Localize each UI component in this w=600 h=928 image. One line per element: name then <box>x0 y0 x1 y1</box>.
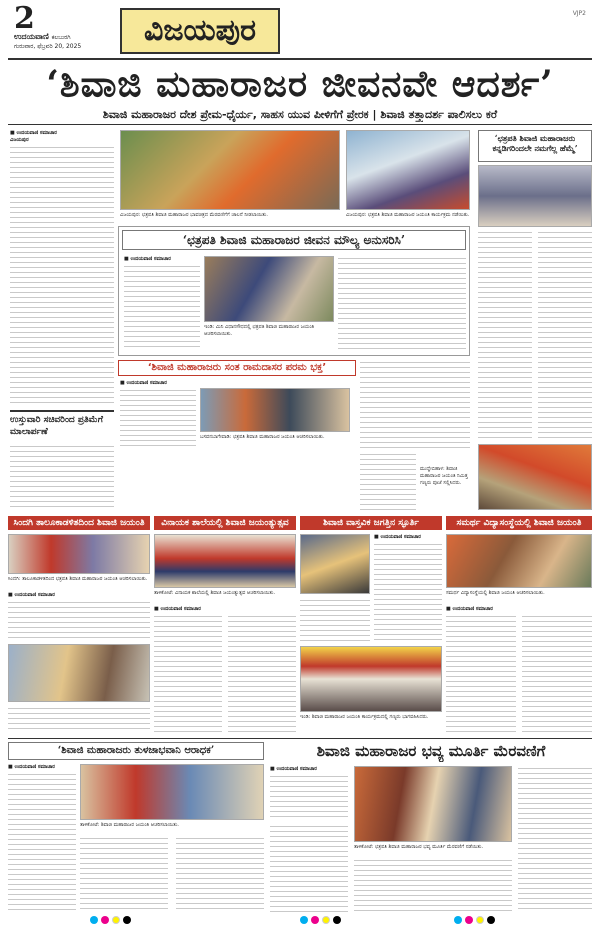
band-4-photo <box>446 534 592 588</box>
band-4-title: ಸಮರ್ಥ ವಿದ್ಯಾಸಂಸ್ಥೆಯಲ್ಲಿ ಶಿವಾಜಿ ಜಯಂತಿ <box>446 516 592 530</box>
story-2-body-col2 <box>338 256 466 350</box>
cyan-mark <box>454 916 462 924</box>
bottom-left-body-col2 <box>80 836 168 912</box>
black-mark <box>123 916 131 924</box>
story-2-headline: ‘ಛತ್ರಪತಿ ಶಿವಾಜಿ ಮಹಾರಾಜರ ಜೀವನ ಮೌಲ್ಯ ಅನುಸರಿಸಿ’ <box>122 230 466 250</box>
cyan-mark <box>300 916 308 924</box>
bottom-right-body-col4 <box>518 766 592 912</box>
yellow-mark <box>476 916 484 924</box>
story-2-body-col1 <box>124 264 200 350</box>
bottom-right-headline: ಶಿವಾಜಿ ಮಹಾರಾಜರ ಭವ್ಯ ಮೂರ್ತಿ ಮೆರವಣಿಗೆ <box>316 742 546 760</box>
story-3-body-col1 <box>120 388 196 448</box>
story-3-byline: ■ ಉದಯವಾಣಿ ಸಮಾಚಾರ <box>120 380 167 386</box>
yellow-mark <box>112 916 120 924</box>
main-caption-1: ವಿಜಯಪುರ: ಛತ್ರಪತಿ ಶಿವಾಜಿ ಮಹಾರಾಜರ ಭಾವಚಿತ್ರದ ಮೆರವಣಿಗೆಗೆ ಚಾಲನೆ ನೀಡಲಾಯಿತು. <box>120 212 268 218</box>
bottom-left-body-col1 <box>8 772 76 912</box>
main-dateline: ವಿಜಯಪುರ <box>10 137 29 143</box>
band-2-photo <box>154 534 296 588</box>
right-box-photo <box>478 165 592 227</box>
right-box-body-col2 <box>538 230 592 440</box>
band-3-caption: ಇಂಡಿ: ಶಿವಾಜಿ ಮಹಾರಾಜರ ಜಯಂತಿ ಕಾರ್ಯಕ್ರಮದಲ್ಲಿ ಗಣ್ಯರು ಭಾಗವಹಿಸಿದರು. <box>300 714 429 720</box>
registration-marks-center <box>300 916 341 924</box>
right-box-body-col1 <box>478 230 532 440</box>
masthead-rule <box>8 58 592 60</box>
page-number: 2 <box>14 1 35 36</box>
edition: ಕಲಬುರಗಿ <box>51 34 71 41</box>
band-2-caption: ತಾಳಿಕೋಟೆ: ವಿನಾಯಕ ಶಾಲೆಯಲ್ಲಿ ಶಿವಾಜಿ ಜಯಂತ್ಯುತ್ಸವ ಆಚರಿಸಲಾಯಿತು. <box>154 590 276 596</box>
city-banner: ವಿಜಯಪುರ <box>120 8 280 54</box>
registration-marks-left <box>90 916 131 924</box>
yellow-mark <box>322 916 330 924</box>
band-4-body-col1 <box>446 614 516 732</box>
band-3-body-col1 <box>374 542 442 642</box>
bottom-left-headline: ‘ಶಿವಾಜಿ ಮಹಾರಾಜರು ತುಳಜಾಭವಾನಿ ಆರಾಧಕ’ <box>8 742 264 760</box>
page-code: VJP2 <box>572 10 586 17</box>
bottom-right-body-col3 <box>354 858 512 912</box>
bottom-right-byline: ■ ಉದಯವಾಣಿ ಸಮಾಚಾರ <box>270 766 317 772</box>
band-1-title: ಸಿಂದಗಿ ತಾಲೂಕಾಡಳಿತದಿಂದ ಶಿವಾಜಿ ಜಯಂತಿ <box>8 516 150 530</box>
band-1-photo <box>8 534 150 574</box>
bottom-left-photo <box>80 764 264 820</box>
left-story-headline: ಉಸ್ತುವಾರಿ ಸಚಿವರಿಂದ ಪ್ರತಿಮೆಗೆ ಮಾಲಾರ್ಪಣೆ <box>10 410 114 440</box>
bottom-right-body-col1 <box>270 774 348 820</box>
story-3-photo <box>200 388 350 432</box>
band-1-photo-2 <box>8 644 150 702</box>
main-photo-2 <box>346 130 470 210</box>
left-story-body <box>10 444 114 510</box>
band-2-body-col1 <box>154 614 222 732</box>
story-3-headline: ‘ಶಿವಾಜಿ ಮಹಾರಾಜರು ಸಂತ ರಾಮದಾಸರ ಪರಮ ಭಕ್ತ’ <box>118 360 356 376</box>
bottom-left-caption: ತಾಳಿಕೋಟೆ: ಶಿವಾಜಿ ಮಹಾರಾಜರ ಜಯಂತಿ ಆಚರಿಸಲಾಯಿತು. <box>80 822 180 828</box>
black-mark <box>333 916 341 924</box>
bottom-left-byline: ■ ಉದಯವಾಣಿ ಸಮಾಚಾರ <box>8 764 55 770</box>
band-3-photo-2 <box>300 646 442 712</box>
story-2-caption: ಇಂಡಿ: ಮಿನಿ ವಿಧಾನಸೌಧದಲ್ಲಿ ಛತ್ರಪತಿ ಶಿವಾಜಿ ಮಹಾರಾಜರ ಜಯಂತಿ ಆಚರಿಸಲಾಯಿತು. <box>204 324 315 337</box>
band-2-body-col2 <box>228 614 296 732</box>
story-3-body-col2 <box>360 360 470 450</box>
magenta-mark <box>465 916 473 924</box>
paper-name <box>14 32 71 42</box>
main-caption-2: ವಿಜಯಪುರ: ಛತ್ರಪತಿ ಶಿವಾಜಿ ಮಹಾರಾಜರ ಜಯಂತಿ ಕಾರ್ಯಕ್ರಮ ನಡೆಯಿತು. <box>346 212 470 218</box>
main-headline: ‘ಶಿವಾಜಿ ಮಹಾರಾಜರ ಜೀವನವೇ ಆದರ್ಶ’ <box>46 63 554 105</box>
main-byline: ■ ಉದಯವಾಣಿ ಸಮಾಚಾರ <box>10 130 57 136</box>
paper-title: ಉದಯವಾಣಿ <box>14 32 49 41</box>
bottom-left-body-col3 <box>176 836 264 912</box>
bottom-right-body-col2 <box>270 824 348 912</box>
story-3-caption: ಬಸವನಬಾಗೇವಾಡಿ: ಛತ್ರಪತಿ ಶಿವಾಜಿ ಮಹಾರಾಜರ ಜಯಂತಿ ಆಚರಿಸಲಾಯಿತು. <box>200 434 325 440</box>
black-mark <box>487 916 495 924</box>
bottom-right-photo <box>354 766 512 842</box>
registration-marks-right <box>454 916 495 924</box>
magenta-mark <box>101 916 109 924</box>
bottom-right-caption: ತಾಳಿಕೋಟೆ: ಛತ್ರಪತಿ ಶಿವಾಜಿ ಮಹಾರಾಜರ ಭವ್ಯ ಮೂರ್ತಿ ಮೆರವಣಿಗೆ ನಡೆಯಿತು. <box>354 844 484 850</box>
right-story-body <box>360 452 416 510</box>
right-story-caption: ಮುದ್ದೇಬಿಹಾಳ: ಶಿವಾಜಿ ಮಹಾರಾಜರ ಜಯಂತಿ ನಿಮಿತ್ತ ಗಣ್ಯರು ಪೂಜೆ ಸಲ್ಲಿಸಿದರು. <box>420 466 468 486</box>
band-3-photo <box>300 534 370 594</box>
story-2-photo <box>204 256 334 322</box>
band-3-body-col2 <box>300 598 370 642</box>
story-2-byline: ■ ಉದಯವಾಣಿ ಸಮಾಚಾರ <box>124 256 171 262</box>
band-3-byline: ■ ಉದಯವಾಣಿ ಸಮಾಚಾರ <box>374 534 421 540</box>
band-1-byline: ■ ಉದಯವಾಣಿ ಸಮಾಚಾರ <box>8 592 55 598</box>
band-4-body-col2 <box>522 614 592 732</box>
band-1-body-2 <box>8 706 150 732</box>
section-rule <box>8 738 592 739</box>
band-3-title: ಶಿವಾಜಿ ವಾಸ್ತವಿಕ ಜಗತ್ತಿನ ಸ್ಫೂರ್ತಿ <box>300 516 442 530</box>
band-4-caption: ಸಮರ್ಥ ವಿದ್ಯಾಸಂಸ್ಥೆಯಲ್ಲಿ ಶಿವಾಜಿ ಜಯಂತಿ ಆಚರಿಸಲಾಯಿತು. <box>446 590 545 596</box>
main-subheading: ಶಿವಾಜಿ ಮಹಾರಾಜರ ದೇಶ ಪ್ರೇಮ-ಧೈರ್ಯ, ಸಾಹಸ ಯುವ ಪೀಳಿಗೆಗೆ ಪ್ರೇರಕ | ಶಿವಾಜಿ ತತ್ತ್ವಾದರ್ಶ ಪಾಲಿಸಲು ಕರೆ <box>102 108 498 121</box>
band-4-byline: ■ ಉದಯವಾಣಿ ಸಮಾಚಾರ <box>446 606 493 612</box>
magenta-mark <box>311 916 319 924</box>
subheading-rule <box>8 124 592 125</box>
issue-date: ಗುರುವಾರ, ಫೆಬ್ರವರಿ 20, 2025 <box>14 43 82 50</box>
band-2-byline: ■ ಉದಯವಾಣಿ ಸಮಾಚಾರ <box>154 606 201 612</box>
band-2-title: ವಿನಾಯಕ ಶಾಲೆಯಲ್ಲಿ ಶಿವಾಜಿ ಜಯಂತ್ಯುತ್ಸವ <box>154 516 296 530</box>
right-story-photo <box>478 444 592 510</box>
main-photo-1 <box>120 130 340 210</box>
cyan-mark <box>90 916 98 924</box>
band-1-caption: ಸಿಂದಗಿ: ತಾಲೂಕಾಡಳಿತದಿಂದ ಛತ್ರಪತಿ ಶಿವಾಜಿ ಮಹಾರಾಜರ ಜಯಂತಿ ಆಚರಿಸಲಾಯಿತು. <box>8 576 148 582</box>
band-1-body <box>8 600 150 640</box>
main-body-col1b <box>10 230 114 405</box>
right-box-headline: ‘ಛತ್ರಪತಿ ಶಿವಾಜಿ ಮಹಾರಾಜರು ಕನ್ನಡಿಗರಿಂದಲೇ ನಮಗೆಲ್ಲ ಹೆಮ್ಮೆ’ <box>478 130 592 162</box>
